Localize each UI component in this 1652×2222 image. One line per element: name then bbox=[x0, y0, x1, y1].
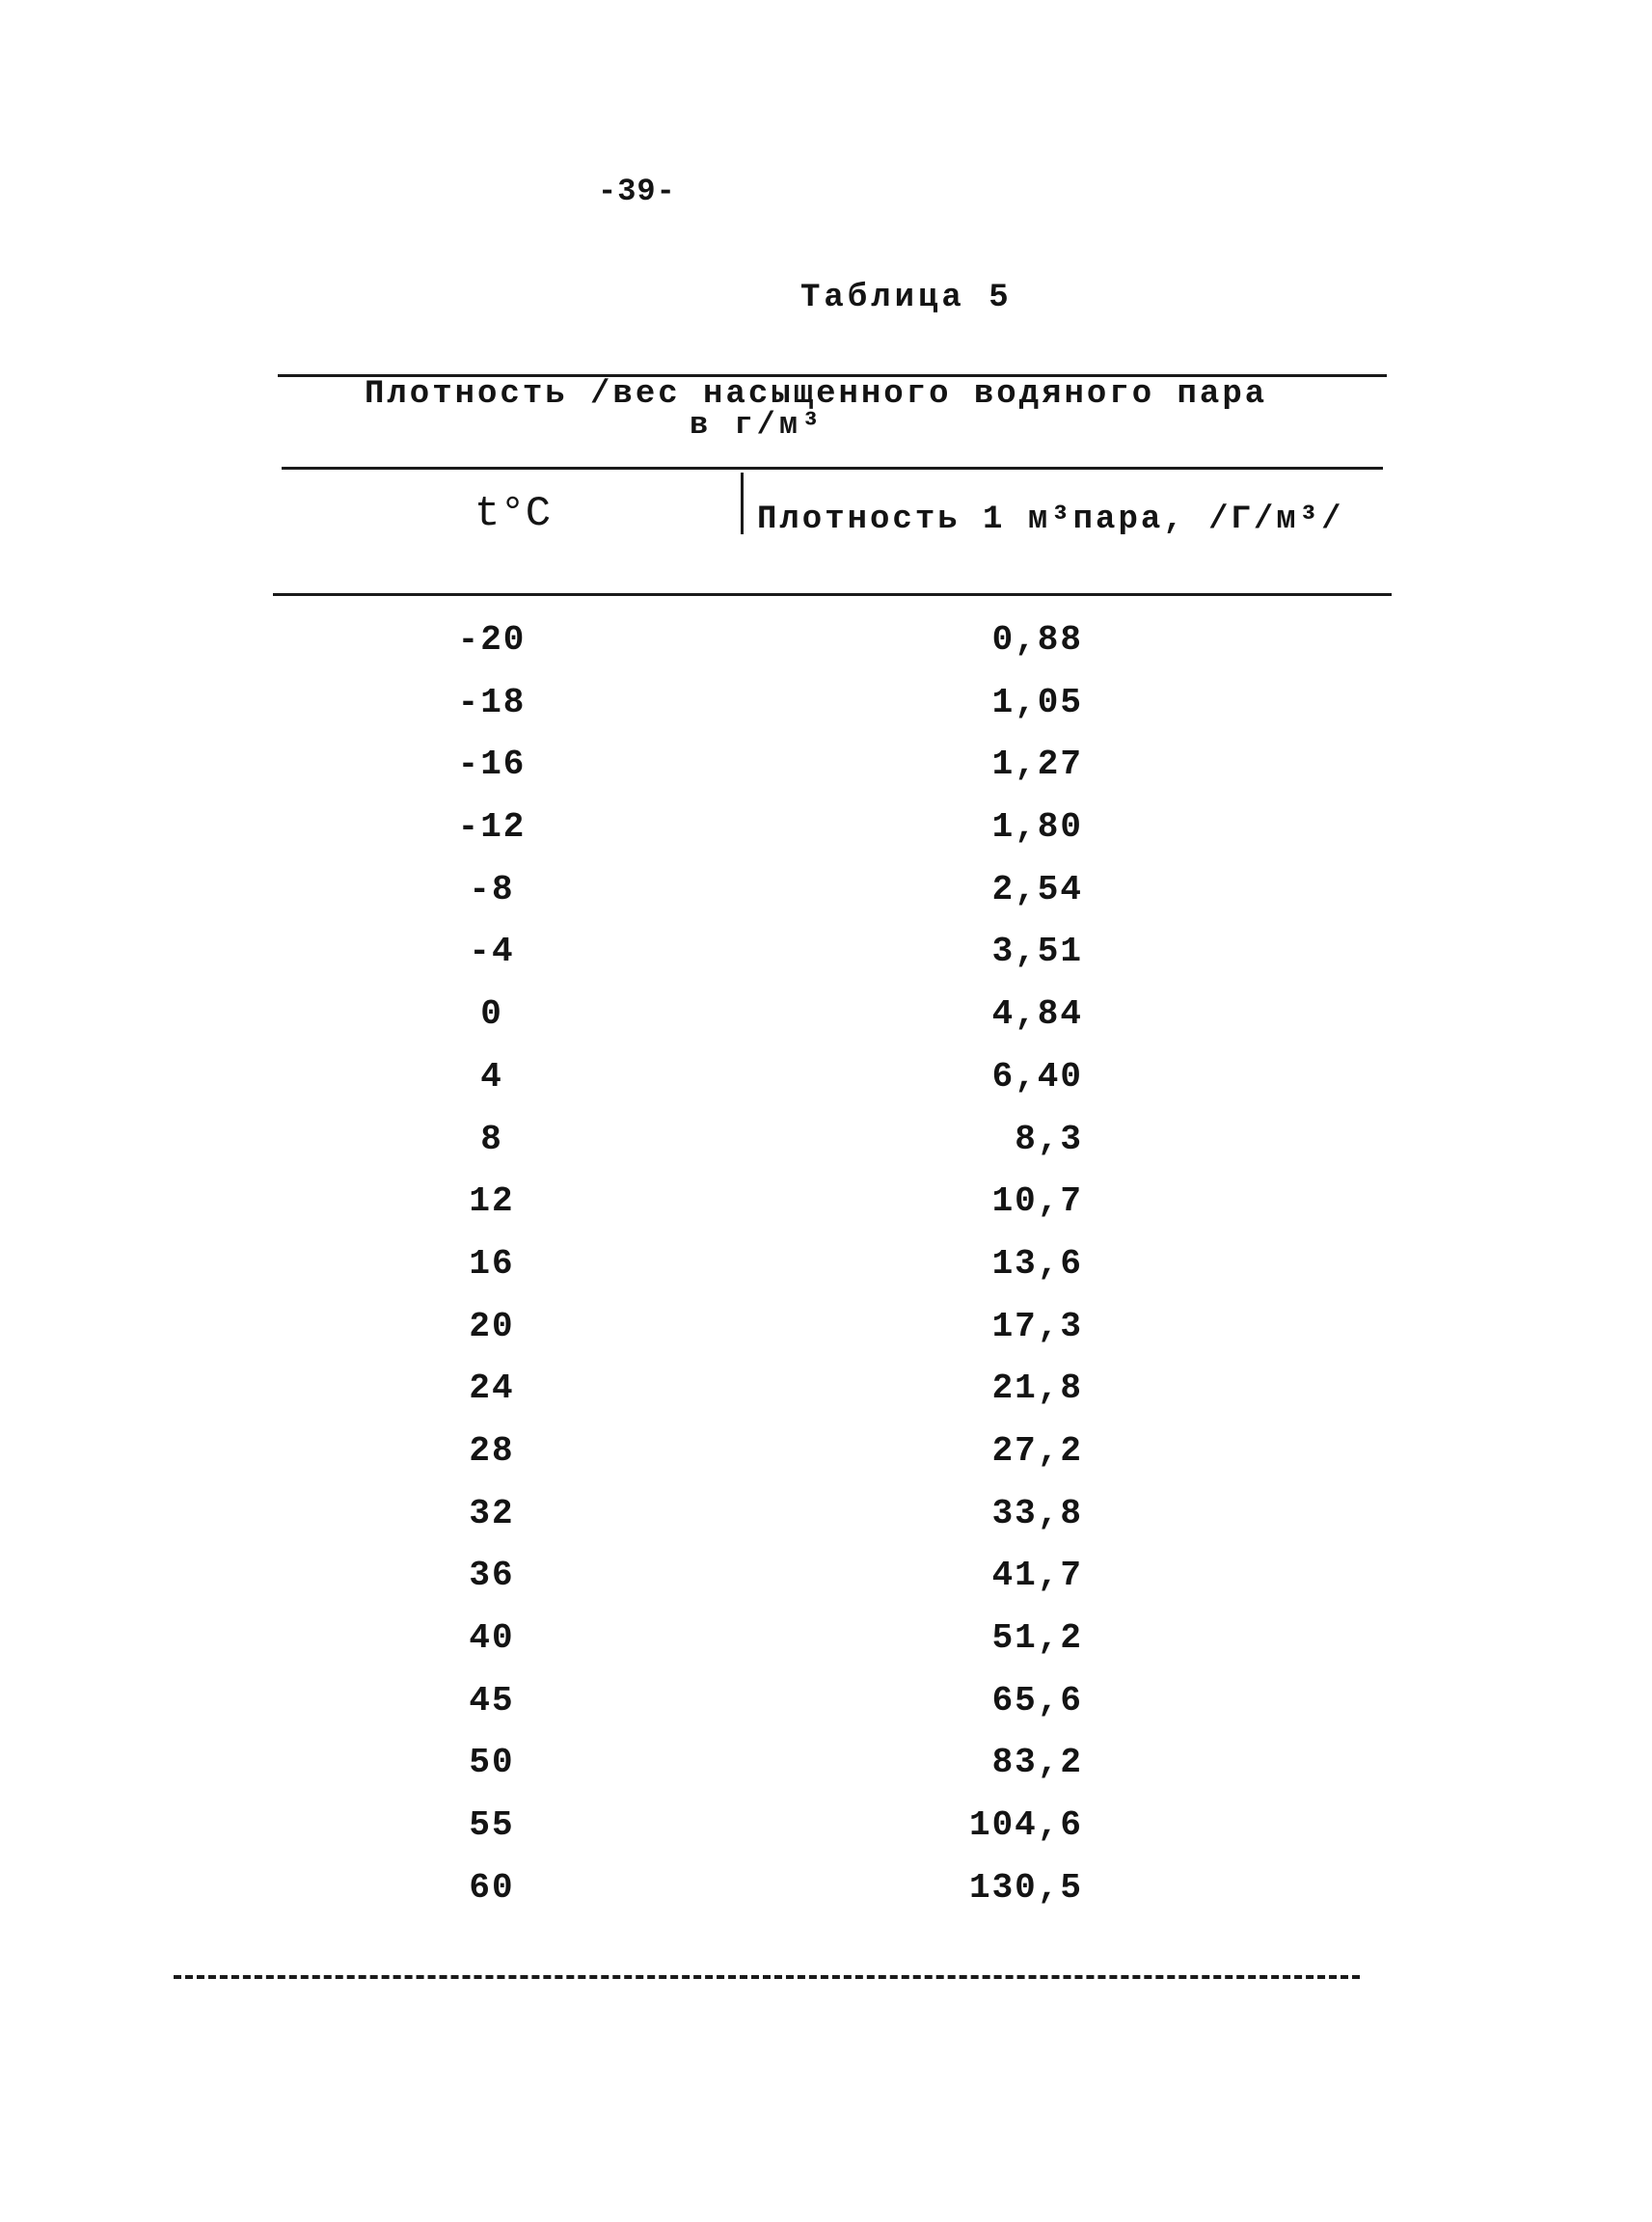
temperature-cell: 16 bbox=[469, 1243, 515, 1284]
table-row bbox=[0, 1494, 1652, 1557]
density-cell: 1,80 bbox=[991, 807, 1083, 848]
table-row bbox=[0, 683, 1652, 745]
temperature-cell: -12 bbox=[457, 807, 527, 848]
table-caption-units: в г/м³ bbox=[690, 407, 825, 443]
table-row bbox=[0, 1244, 1652, 1307]
temperature-cell: 4 bbox=[480, 1056, 503, 1097]
column-separator bbox=[741, 473, 744, 534]
density-cell: 17,3 bbox=[991, 1306, 1083, 1346]
temperature-cell: 8 bbox=[480, 1119, 503, 1159]
temperature-cell: 32 bbox=[469, 1493, 515, 1533]
temperature-cell: 36 bbox=[469, 1556, 515, 1596]
caption-rule bbox=[282, 467, 1383, 470]
temperature-cell: 45 bbox=[469, 1680, 515, 1721]
temperature-cell: 24 bbox=[469, 1368, 515, 1409]
density-cell: 51,2 bbox=[991, 1618, 1083, 1658]
temperature-cell: 60 bbox=[469, 1867, 515, 1908]
page-number: -39- bbox=[598, 174, 676, 209]
density-cell: 8,3 bbox=[1015, 1119, 1083, 1159]
table-row bbox=[0, 932, 1652, 994]
density-cell: 27,2 bbox=[991, 1430, 1083, 1471]
column-header-temperature: t°C bbox=[474, 490, 552, 538]
table-row bbox=[0, 620, 1652, 683]
temperature-cell: 50 bbox=[469, 1743, 515, 1783]
density-cell: 3,51 bbox=[991, 932, 1083, 972]
density-cell: 1,05 bbox=[991, 682, 1083, 722]
table-body bbox=[0, 620, 1652, 1930]
density-cell: 41,7 bbox=[991, 1556, 1083, 1596]
table-caption: Плотность /вес насыщенного водяного пара bbox=[365, 376, 1268, 413]
table-row bbox=[0, 1057, 1652, 1120]
table-row bbox=[0, 807, 1652, 870]
temperature-cell: -20 bbox=[457, 620, 527, 660]
table-label: Таблица 5 bbox=[800, 280, 1013, 316]
table-row bbox=[0, 1431, 1652, 1494]
density-cell: 2,54 bbox=[991, 869, 1083, 909]
density-cell: 10,7 bbox=[991, 1181, 1083, 1222]
table-row bbox=[0, 1618, 1652, 1681]
temperature-cell: 28 bbox=[469, 1430, 515, 1471]
table-row bbox=[0, 1681, 1652, 1744]
density-cell: 0,88 bbox=[991, 620, 1083, 660]
table-row bbox=[0, 1120, 1652, 1182]
density-cell: 83,2 bbox=[991, 1743, 1083, 1783]
density-cell: 13,6 bbox=[991, 1243, 1083, 1284]
footer-dashed-rule bbox=[174, 1975, 1360, 1979]
temperature-cell: -18 bbox=[457, 682, 527, 722]
temperature-cell: 20 bbox=[469, 1306, 515, 1346]
column-header-density: Плотность 1 м³пара, /Г/м³/ bbox=[757, 501, 1344, 538]
table-row bbox=[0, 870, 1652, 933]
table-row bbox=[0, 1181, 1652, 1244]
table-row bbox=[0, 1556, 1652, 1618]
header-rule bbox=[273, 593, 1392, 596]
density-cell: 104,6 bbox=[968, 1805, 1083, 1846]
table-row bbox=[0, 745, 1652, 807]
density-cell: 65,6 bbox=[991, 1680, 1083, 1721]
density-cell: 33,8 bbox=[991, 1493, 1083, 1533]
density-cell: 1,27 bbox=[991, 745, 1083, 785]
density-cell: 21,8 bbox=[991, 1368, 1083, 1409]
temperature-cell: 0 bbox=[480, 994, 503, 1035]
table-row bbox=[0, 994, 1652, 1057]
temperature-cell: -4 bbox=[469, 932, 515, 972]
temperature-cell: -8 bbox=[469, 869, 515, 909]
table-row bbox=[0, 1805, 1652, 1868]
temperature-cell: 40 bbox=[469, 1618, 515, 1658]
density-cell: 4,84 bbox=[991, 994, 1083, 1035]
table-row bbox=[0, 1868, 1652, 1931]
table-row bbox=[0, 1368, 1652, 1431]
table-row bbox=[0, 1743, 1652, 1805]
density-cell: 6,40 bbox=[991, 1056, 1083, 1097]
density-cell: 130,5 bbox=[968, 1867, 1083, 1908]
temperature-cell: -16 bbox=[457, 745, 527, 785]
table-row bbox=[0, 1307, 1652, 1369]
temperature-cell: 12 bbox=[469, 1181, 515, 1222]
temperature-cell: 55 bbox=[469, 1805, 515, 1846]
